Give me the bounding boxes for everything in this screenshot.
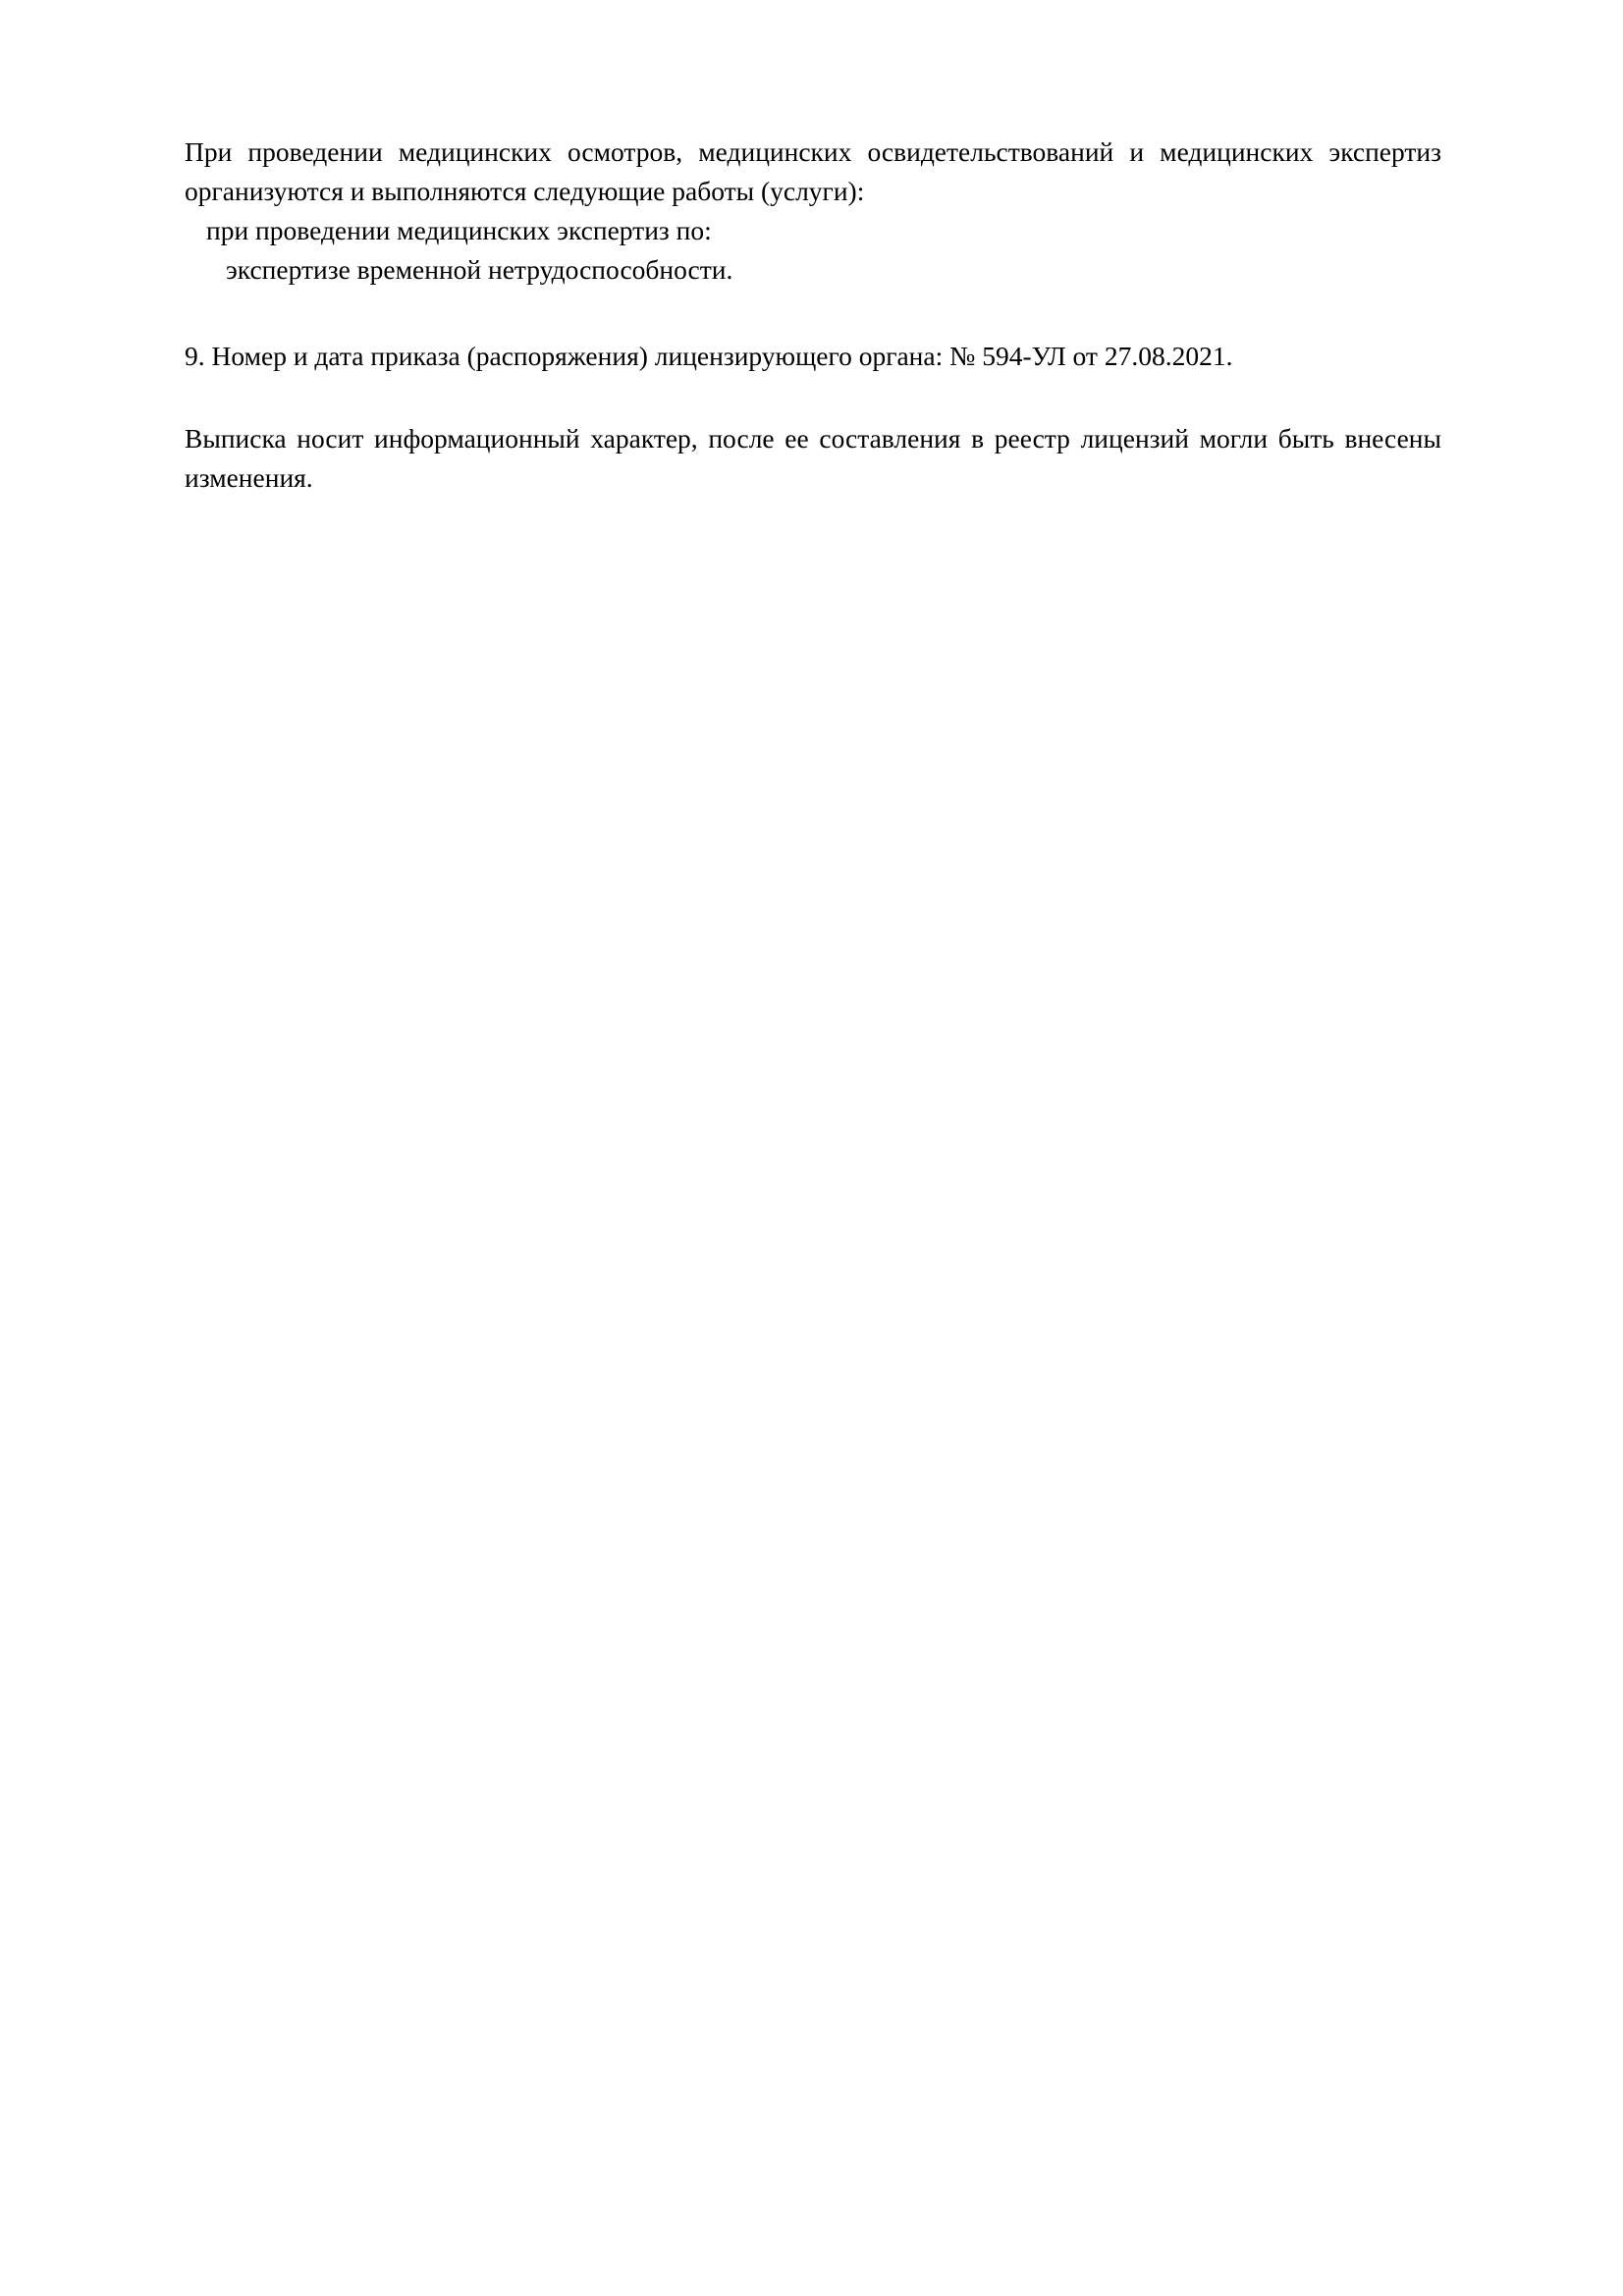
paragraph-services-intro: При проведении медицинских осмотров, медицинских освидетельствований и медицинских экспертиз организуются и выполняются следующие работы (услуги): <box>185 136 1441 206</box>
paragraph-spacer <box>185 376 1441 419</box>
paragraph-services-level-2: экспертизе временной нетрудоспособности. <box>226 254 733 285</box>
paragraph-order-number-date: 9. Номер и дата приказа (распоряжения) лицензирующего органа: № 594-УЛ от 27.08.2021. <box>185 341 1233 371</box>
document-body <box>185 133 1441 498</box>
paragraph-spacer <box>185 290 1441 337</box>
paragraph-disclaimer: Выписка носит информационный характер, после ее составления в реестр лицензий могли быть внесены изменения. <box>185 423 1441 493</box>
paragraph-services-level-1: при проведении медицинских экспертиз по: <box>206 215 712 245</box>
